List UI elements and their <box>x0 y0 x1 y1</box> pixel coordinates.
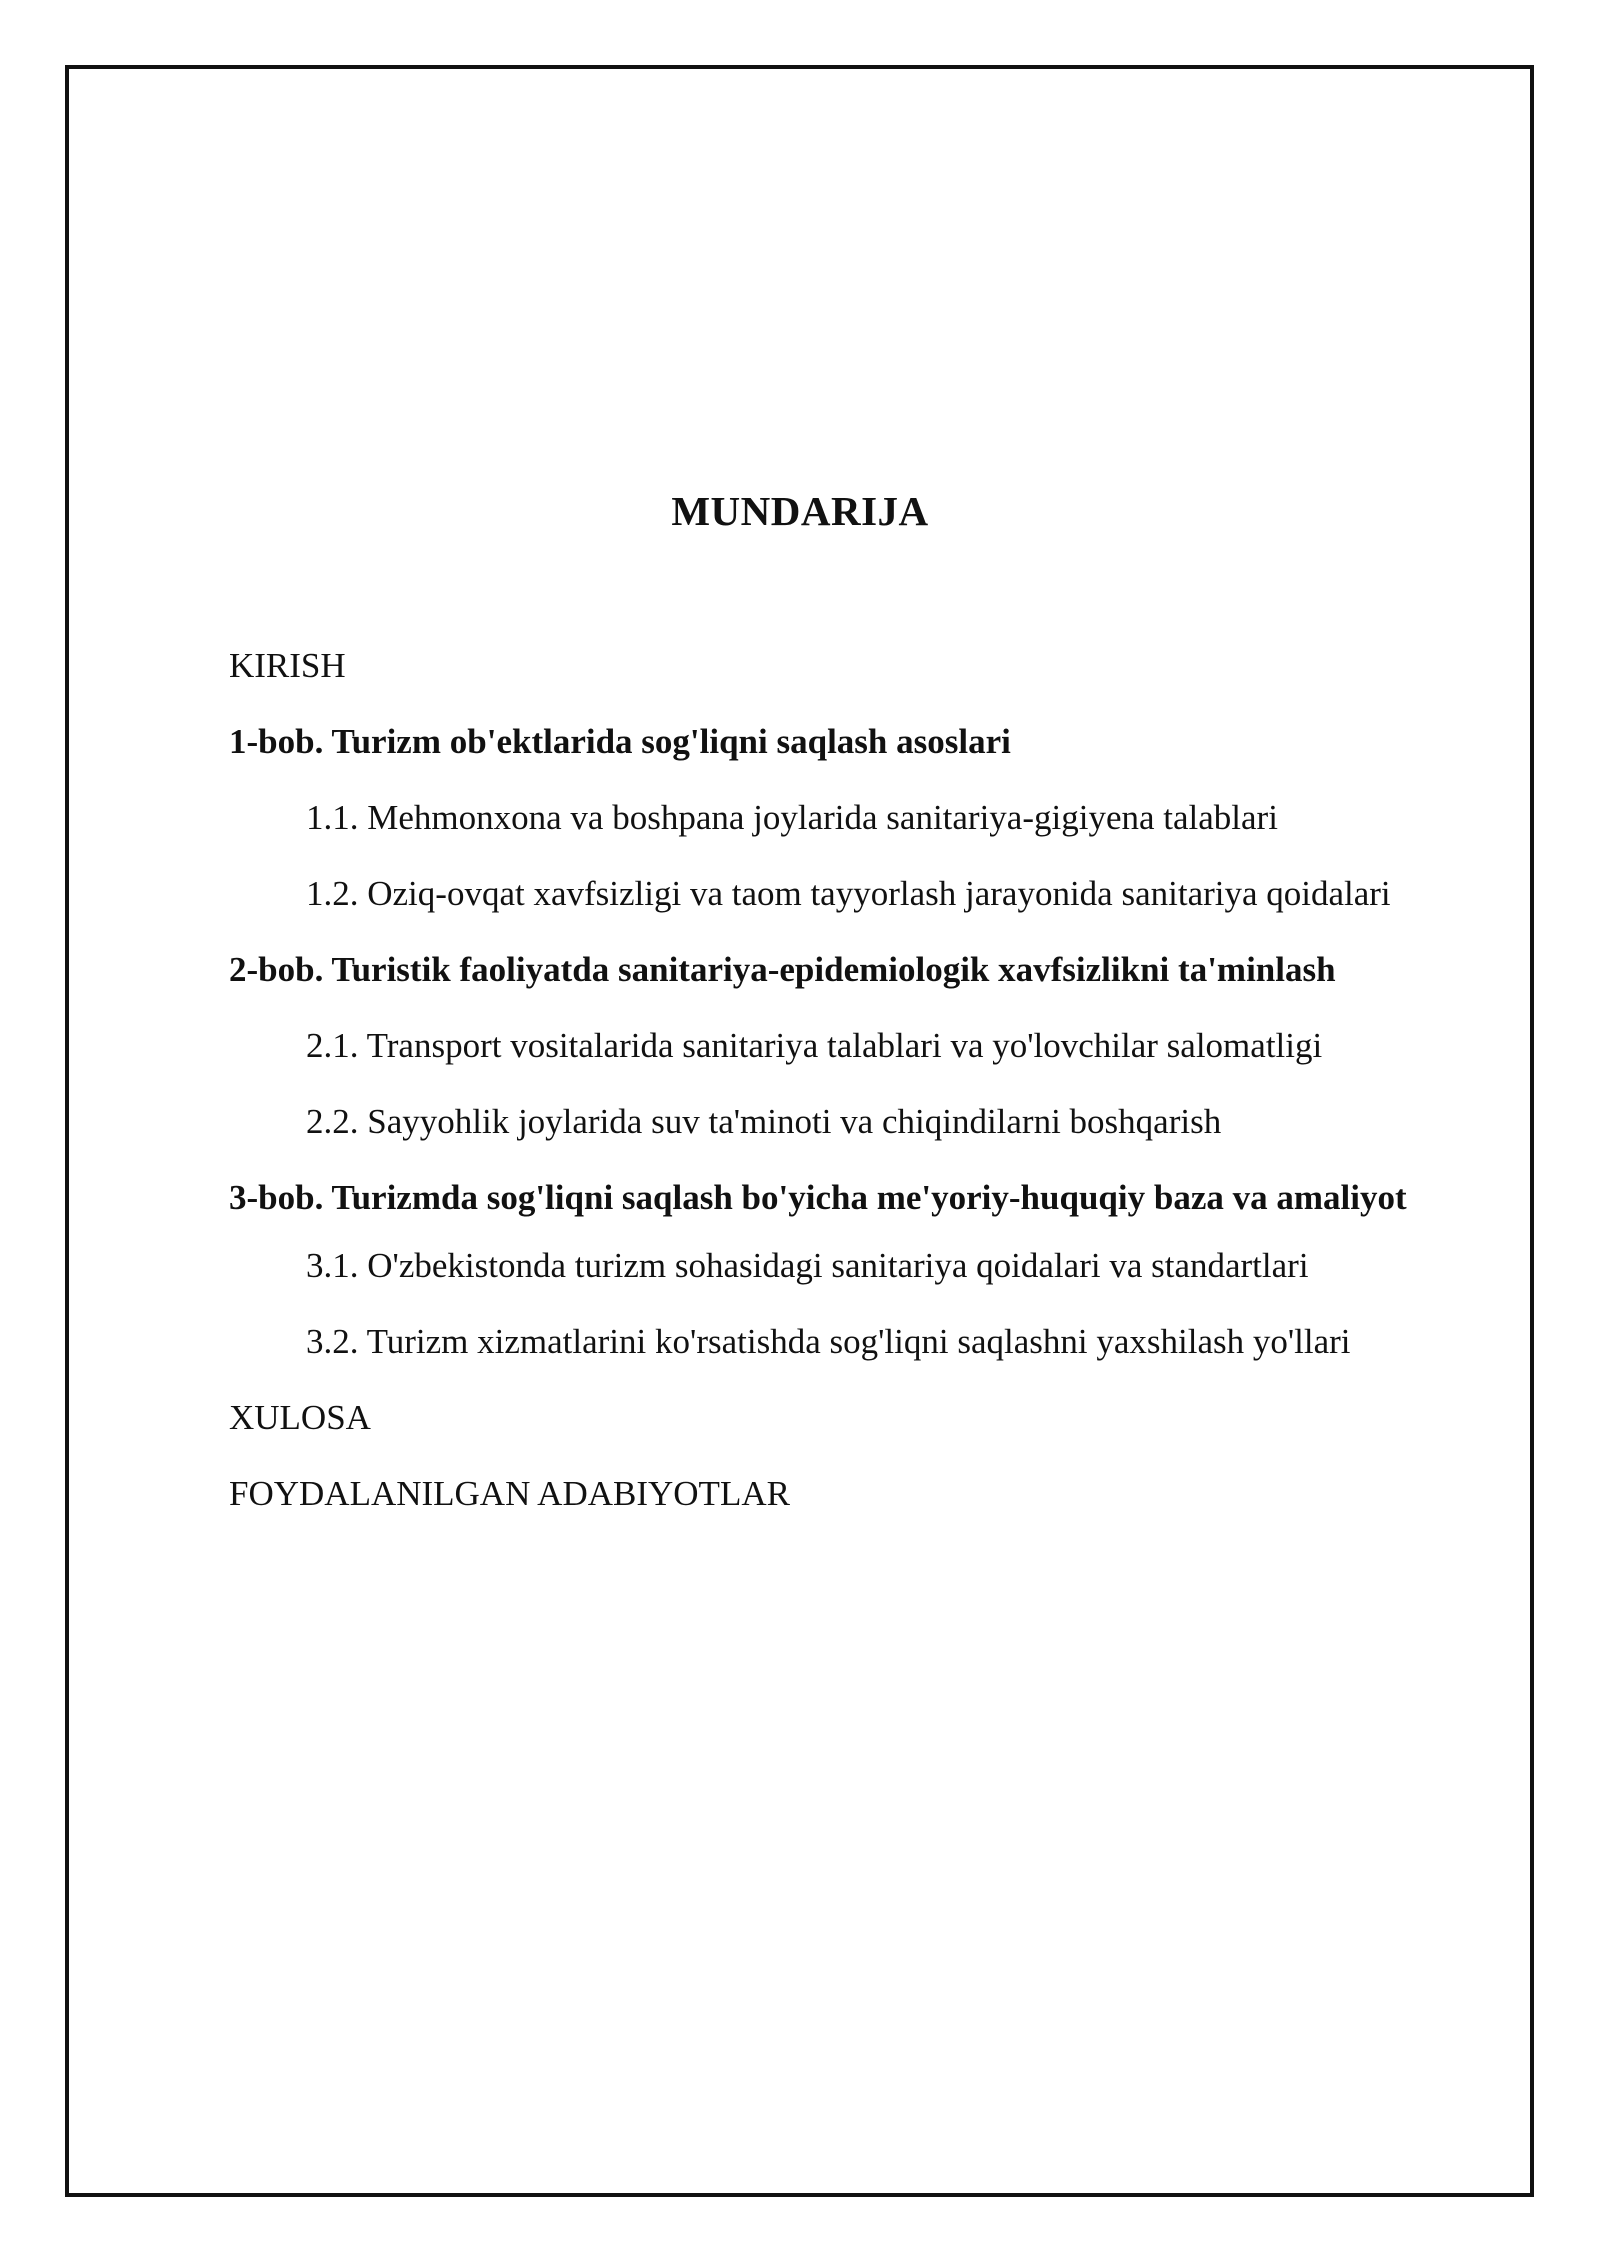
toc-entry-section-1-1: 1.1. Mehmonxona va boshpana joylarida sanitariya-gigiyena talablari <box>306 798 1278 837</box>
toc-entry-section-1-2: 1.2. Oziq-ovqat xavfsizligi va taom tayyorlash jarayonida sanitariya qoidalari <box>306 874 1391 913</box>
table-of-contents <box>229 641 1479 1545</box>
toc-entry-section-3-1: 3.1. O'zbekistonda turizm sohasidagi sanitariya qoidalari va standartlari <box>306 1246 1309 1285</box>
toc-entry-conclusion: XULOSA <box>229 1398 371 1437</box>
toc-entry-section-2-2: 2.2. Sayyohlik joylarida suv ta'minoti va chiqindilarni boshqarish <box>306 1102 1222 1141</box>
page-title: MUNDARIJA <box>671 488 929 535</box>
toc-entry-chapter-1: 1-bob. Turizm ob'ektlarida sog'liqni saqlash asoslari <box>229 722 1011 761</box>
toc-entry-introduction: KIRISH <box>229 646 346 685</box>
toc-entry-chapter-2: 2-bob. Turistik faoliyatda sanitariya-epidemiologik xavfsizlikni ta'minlash <box>229 950 1336 989</box>
toc-entry-section-2-1: 2.1. Transport vositalarida sanitariya talablari va yo'lovchilar salomatligi <box>306 1026 1323 1065</box>
toc-entry-references: FOYDALANILGAN ADABIYOTLAR <box>229 1474 790 1513</box>
toc-entry-section-3-2: 3.2. Turizm xizmatlarini ko'rsatishda sog'liqni saqlashni yaxshilash yo'llari <box>306 1322 1351 1361</box>
toc-entry-chapter-3: 3-bob. Turizmda sog'liqni saqlash bo'yicha me'yoriy-huquqiy baza va amaliyot <box>229 1178 1407 1217</box>
